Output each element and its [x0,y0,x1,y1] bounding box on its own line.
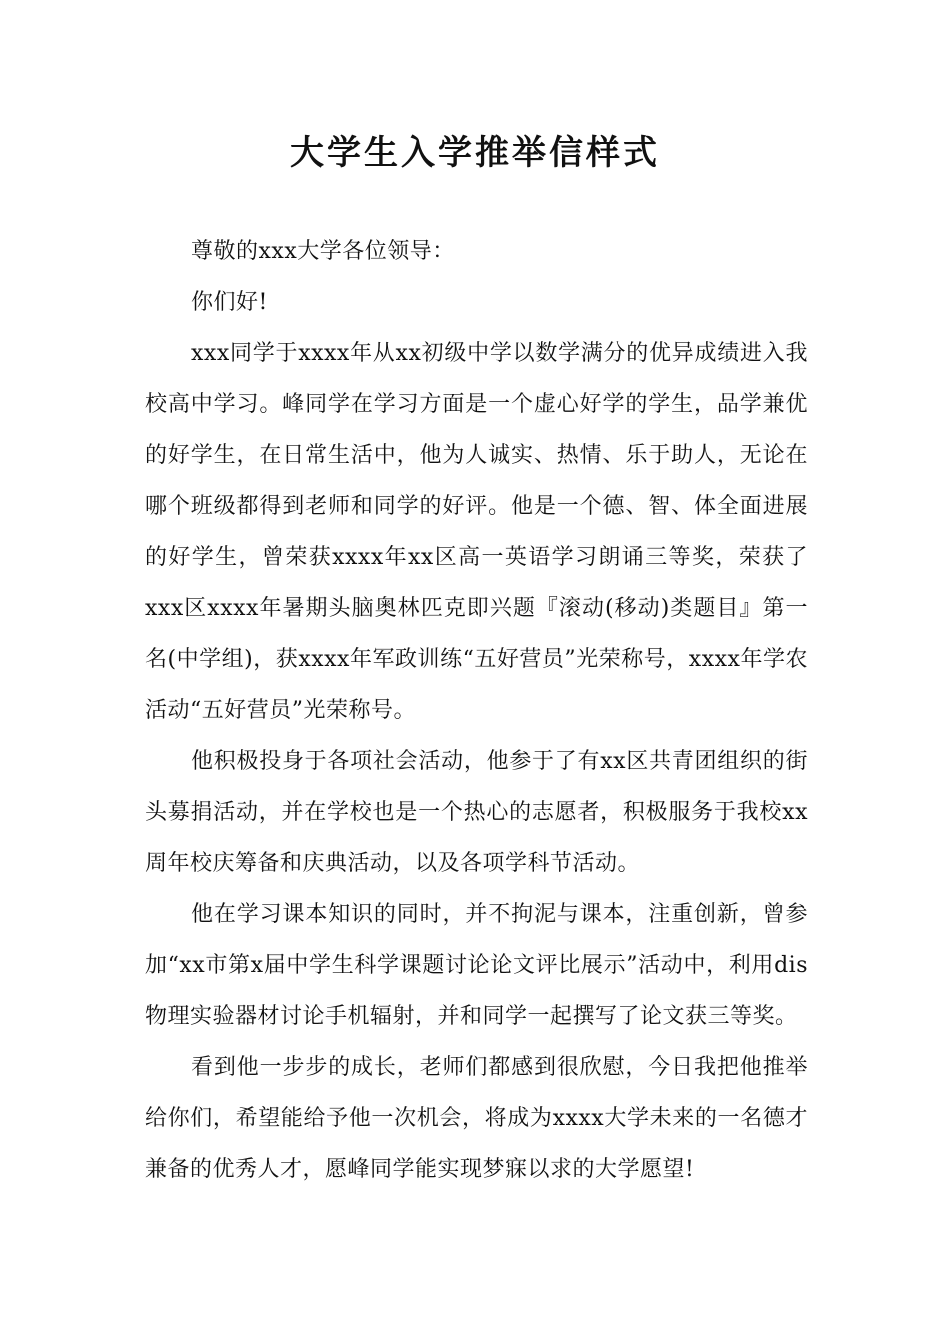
document-title: 大学生入学推举信样式 [290,133,660,173]
paragraph-innovation: 他在学习课本知识的同时，并不拘泥与课本，注重创新，曾参加“xx市第x届中学生科学课题讨论论文评比展示”活动中，利用dis物理实验器材讨论手机辐射，并和同学一起撰写了论文获三等奖。 [145,902,808,1029]
paragraph-recommendation: 看到他一步步的成长，老师们都感到很欣慰，今日我把他推举给你们，希望能给予他一次机会，将成为xxxx大学未来的一名德才兼备的优秀人才，愿峰同学能实现梦寐以求的大学愿望! [145,1055,808,1182]
letter-body [145,226,808,1195]
salutation: 尊敬的xxx大学各位领导： [191,239,455,264]
paragraph-intro: xxx同学于xxxx年从xx初级中学以数学满分的优异成绩进入我校高中学习。峰同学在学习方面是一个虚心好学的学生，品学兼优的好学生，在日常生活中，他为人诚实、热情、乐于助人，无论在哪个班级都得到老师和同学的好评。他是一个德、智、体全面进展的好学生，曾荣获xxxx年xx区高一英语学习朗诵三等奖，荣获了xxx区xxxx年暑期头脑奥林匹克即兴题『滚动(移动)类题目』第一名(中学组)，获xxxx年军政训练“五好营员”光荣称号，xxxx年学农活动“五好营员”光荣称号。 [145,341,808,723]
greeting: 你们好! [191,290,268,315]
paragraph-social-activities: 他积极投身于各项社会活动，他参于了有xx区共青团组织的街头募捐活动，并在学校也是一个热心的志愿者，积极服务于我校xx周年校庆筹备和庆典活动，以及各项学科节活动。 [145,749,808,876]
